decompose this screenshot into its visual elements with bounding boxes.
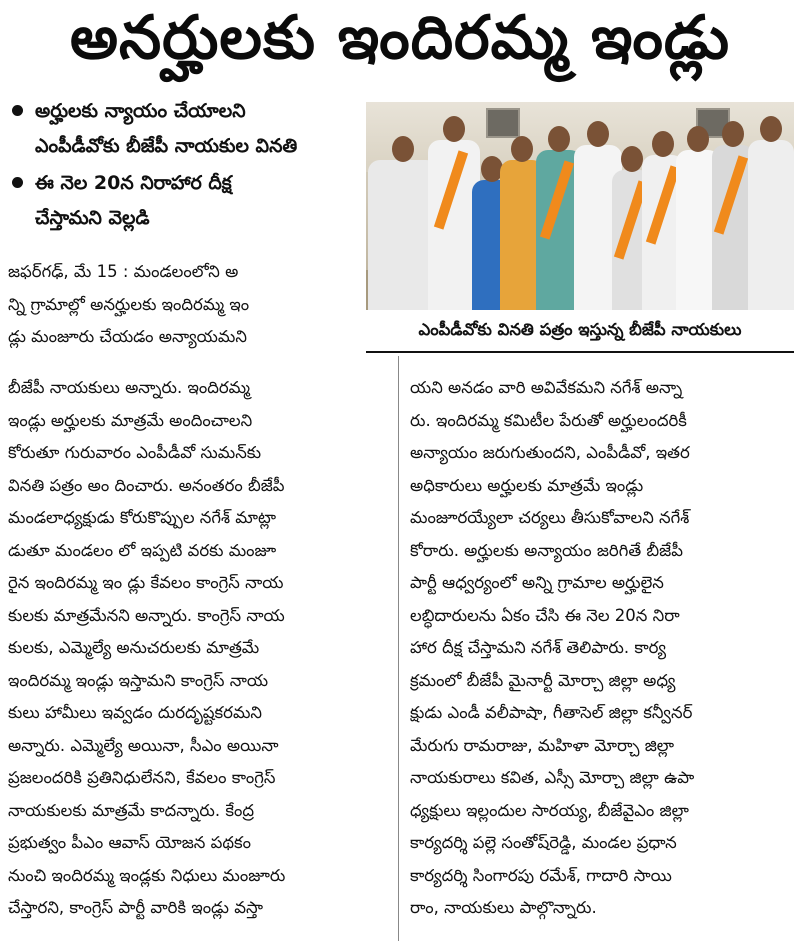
- photo-person: [748, 140, 794, 310]
- text-line: మండలాధ్యక్షుడు కోరుకొప్పుల నగేశ్ మాట్లా: [8, 508, 277, 527]
- headline: అనర్హులకు ఇందిరమ్మ ఇండ్లు: [69, 3, 731, 73]
- text-line: లబ్ధిదారులను ఏకం చేసి ఈ నెల 20న నిరా: [410, 605, 680, 625]
- text-line: నుంచి ఇందిరమ్మ ఇండ్లకు నిధులు మంజూరు: [8, 865, 286, 885]
- text-line: అన్యాయం జరుగుతుందని, ఎంపీడీవో, ఇతర: [410, 443, 690, 462]
- bullet-dot-icon: [12, 177, 23, 188]
- text-line: వినతి పత్రం అం దించారు. అనంతరం బీజేపీ: [8, 475, 285, 495]
- text-line: పార్టీ ఆధ్వర్యంలో అన్ని గ్రామాల అర్హులైన: [410, 573, 664, 592]
- bullet-dot-icon: [12, 105, 23, 116]
- text-line: జఫర్‌గఢ్, మే 15 : మండలంలోని అ: [8, 262, 239, 281]
- text-line: రైన ఇందిరమ్మ ఇం డ్లు కేవలం కాంగ్రెస్ నాయ: [8, 573, 284, 592]
- text-line: రు. ఇందిరమ్మ కమిటీల పేరుతో అర్హులందరికీ: [410, 410, 687, 430]
- bullet-line: చేస్తామని వెల్లడి: [35, 207, 150, 229]
- article-column-left-top: [8, 256, 363, 354]
- bullet-item: [8, 166, 363, 236]
- text-line: కులకు మాత్రమేనని అన్నారు. కాంగ్రెస్ నాయ: [8, 605, 285, 625]
- text-line: కోరుతూ గురువారం ఎంపీడీవో సుమన్‌కు: [8, 443, 262, 462]
- text-line: రాం, నాయకులు పాల్గొన్నారు.: [410, 898, 597, 917]
- text-line: మంజూరయ్యేలా చర్యలు తీసుకోవాలని నగేశ్: [410, 508, 690, 527]
- text-line: ప్రభుత్వం పీఎం ఆవాస్ యోజన పథకం: [8, 833, 251, 852]
- bullet-list: [8, 94, 363, 238]
- text-line: బీజేపీ నాయకులు అన్నారు. ఇందిరమ్మ: [8, 378, 250, 397]
- photo-caption: ఎంపీడీవోకు వినతి పత్రం ఇస్తున్న బీజేపీ నాయకులు: [366, 311, 794, 353]
- text-line: హార దీక్ష చేస్తామని నగేశ్ తెలిపారు. కార్య: [410, 638, 667, 657]
- news-photo: [366, 102, 794, 310]
- text-line: డ్లు మంజూరు చేయడం అన్యాయమని: [8, 327, 247, 346]
- text-line: ఇందిరమ్మ ఇండ్లు ఇస్తామని కాంగ్రెస్ నాయ: [8, 670, 269, 690]
- column-divider: [398, 356, 399, 941]
- photo-window: [486, 108, 520, 138]
- text-line: కార్యదర్శి సింగారపు రమేశ్, గాదారి సాయి: [410, 865, 672, 885]
- text-line: డుతూ మండలం లో ఇప్పటి వరకు మంజూ: [8, 540, 277, 560]
- bullet-line: ఈ నెల 20న నిరాహార దీక్ష: [35, 172, 232, 194]
- text-line: న్ని గ్రామాల్లో అనర్హులకు ఇందిరమ్మ ఇం: [8, 294, 250, 314]
- text-line: క్షుడు ఎండీ వలీపాషా, గీతాసెల్ జిల్లా కన్వీనర్: [410, 703, 693, 722]
- bullet-item: [8, 94, 363, 164]
- text-line: అన్నారు. ఎమ్మెల్యే అయినా, సీఎం అయినా: [8, 735, 279, 755]
- text-line: ప్రజలందరికి ప్రతినిధులేనని, కేవలం కాంగ్రెస్: [8, 768, 276, 787]
- text-line: కులు హామీలు ఇవ్వడం దురదృష్టకరమని: [8, 703, 262, 722]
- text-line: కార్యదర్శి పల్లె సంతోష్‌రెడ్డి, మండల ప్రధాన: [410, 833, 677, 852]
- text-line: కులకు, ఎమ్మెల్యే అనుచరులకు మాత్రమే: [8, 638, 260, 657]
- text-line: చేస్తారని, కాంగ్రెస్ పార్టీ వారికి ఇండ్లు వస్తా: [8, 898, 263, 917]
- text-line: యని అనడం వారి అవివేకమని నగేశ్ అన్నా: [410, 378, 683, 397]
- text-line: మేరుగు రామరాజు, మహిళా మోర్చా జిల్లా: [410, 735, 675, 755]
- text-line: నాయకురాలు కవిత, ఎస్సీ మోర్చా జిల్లా ఉపా: [410, 768, 695, 787]
- text-line: కోరారు. అర్హులకు అన్యాయం జరిగితే బీజేపీ: [410, 540, 683, 560]
- bullet-line: ఎంపీడీవోకు బీజేపీ నాయకుల వినతి: [35, 135, 298, 157]
- text-line: నాయకులకు మాత్రమే కాదన్నారు. కేంద్ర: [8, 800, 254, 820]
- text-line: ఇండ్లు అర్హులకు మాత్రమే అందించాలని: [8, 410, 253, 430]
- text-line: ధ్యక్షులు ఇల్లందుల సారయ్య, బీజేవైఎం జిల్లా: [410, 800, 689, 820]
- bullet-line: అర్హులకు న్యాయం చేయాలని: [35, 100, 246, 122]
- text-line: అధికారులు అర్హులకు మాత్రమే ఇండ్లు: [410, 475, 644, 495]
- text-line: క్రమంలో బీజేపీ మైనార్టీ మోర్చా జిల్లా అధ్య: [410, 670, 676, 690]
- article-column-right: [410, 372, 795, 925]
- article-column-left: [8, 372, 394, 925]
